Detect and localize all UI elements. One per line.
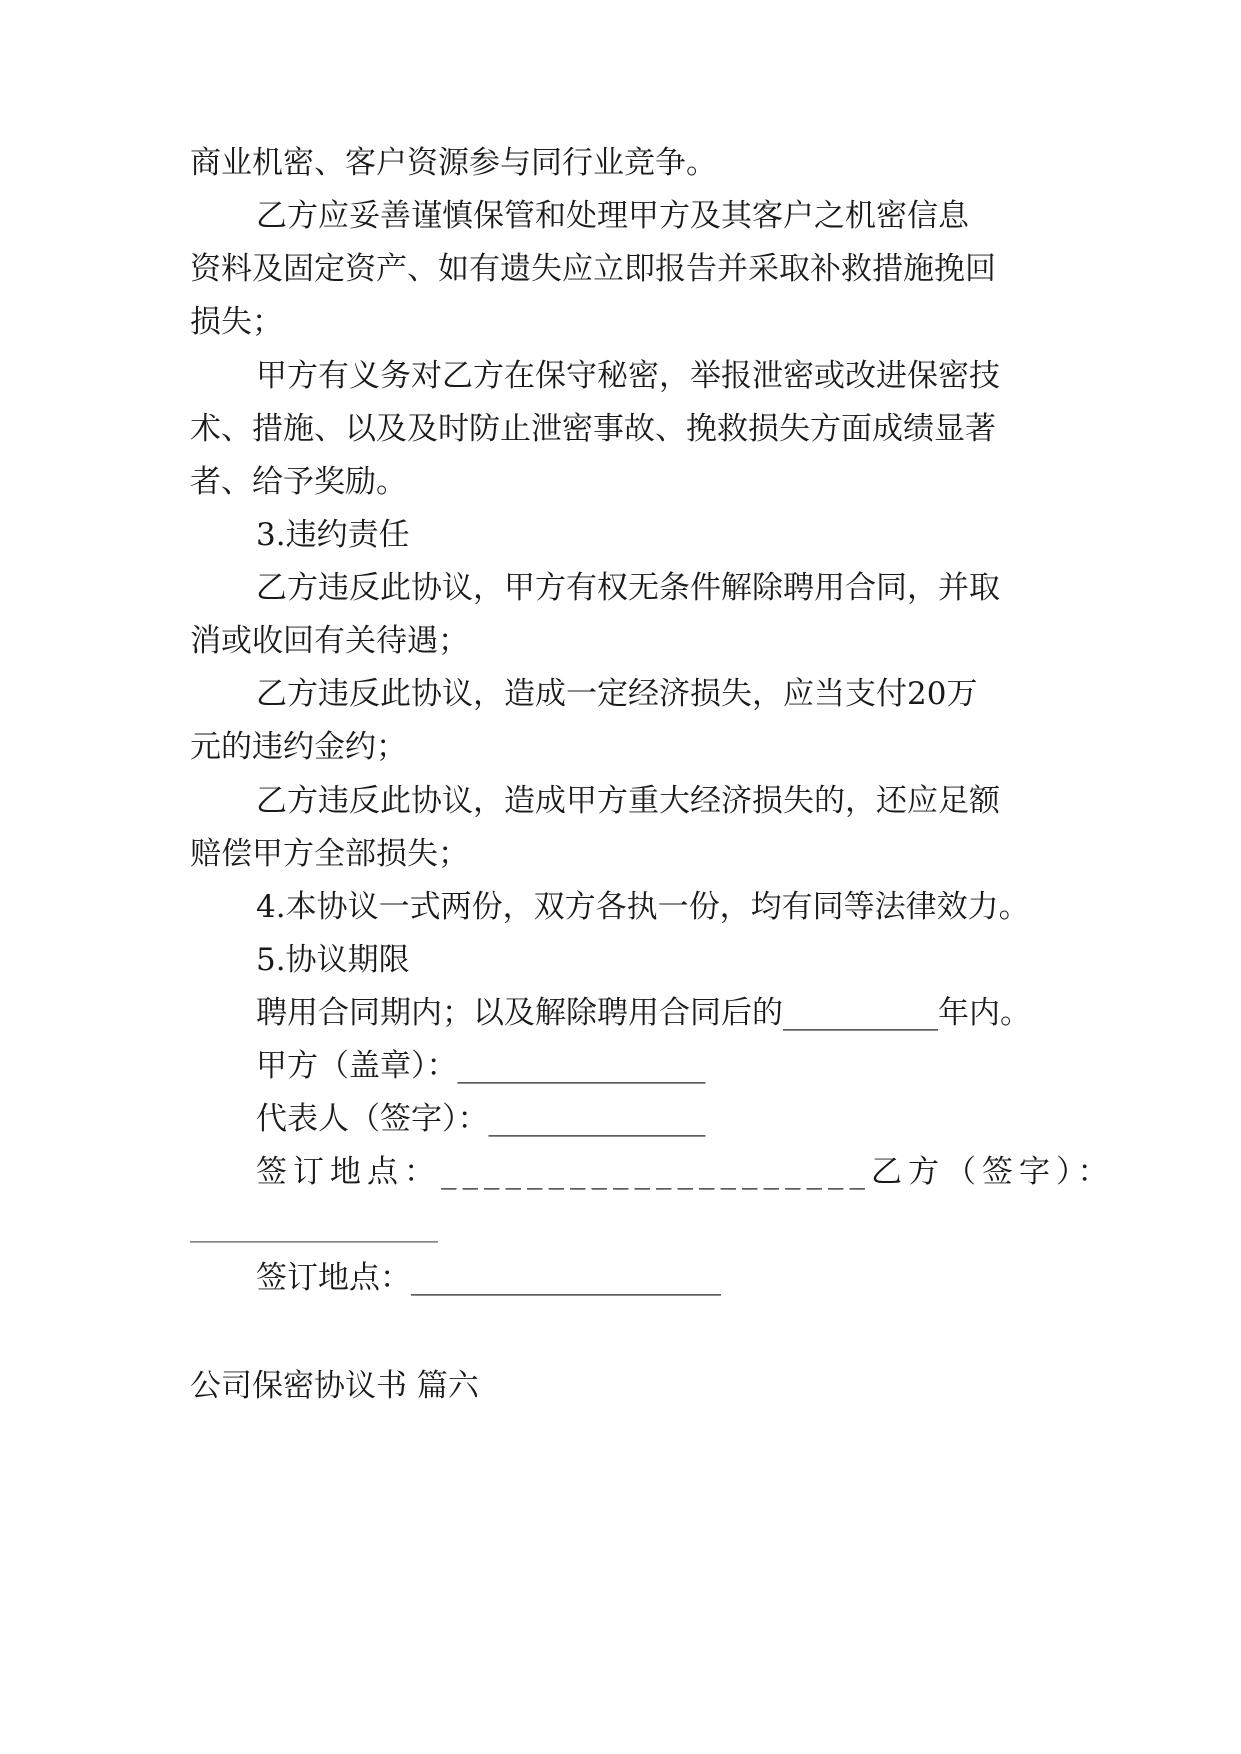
term-line: 聘用合同期内；以及解除聘用合同后的__________年内。 [256,995,1031,1031]
text-line: 消或收回有关待遇； [190,623,469,659]
text-line: 赔偿甲方全部损失； [190,836,469,872]
text-line: 乙方违反此协议，造成一定经济损失，应当支付20万 [256,676,978,712]
text-line: 4.本协议一式两份，双方各执一份，均有同等法律效力。 [256,889,1030,925]
text-line: 乙方违反此协议，甲方有权无条件解除聘用合同，并取 [256,570,1000,606]
section-heading: 3.违约责任 [256,517,410,553]
text-line: 者、给予奖励。 [190,464,407,500]
text-line: 元的违约金约； [190,729,407,765]
text-line: 损失； [190,304,283,340]
section-title: 公司保密协议书 篇六 [190,1368,479,1404]
text-line: 乙方违反此协议，造成甲方重大经济损失的，还应足额 [256,783,1000,819]
signature-blank-line: ________________ [190,1207,438,1243]
text-line: 甲方有义务对乙方在保守秘密，举报泄密或改进保密技 [256,358,1000,394]
representative-signature-line: 代表人（签字）：______________ [256,1101,706,1137]
section-heading: 5.协议期限 [256,942,410,978]
text-line: 术、措施、以及及时防止泄密事故、挽救损失方面成绩显著 [190,411,996,447]
signing-place-line: 签订地点：____________________ [256,1260,721,1296]
text-line: 商业机密、客户资源参与同行业竞争。 [190,145,717,181]
party-a-seal-line: 甲方（盖章）：________________ [256,1048,706,1084]
text-line: 乙方应妥善谨慎保管和处理甲方及其客户之机密信息 [256,198,969,234]
text-line: 资料及固定资产、如有遗失应立即报告并采取补救措施挽回 [190,251,996,287]
signing-place-party-b-line: 签订地点：____________________乙方（签字）： [256,1154,1115,1190]
